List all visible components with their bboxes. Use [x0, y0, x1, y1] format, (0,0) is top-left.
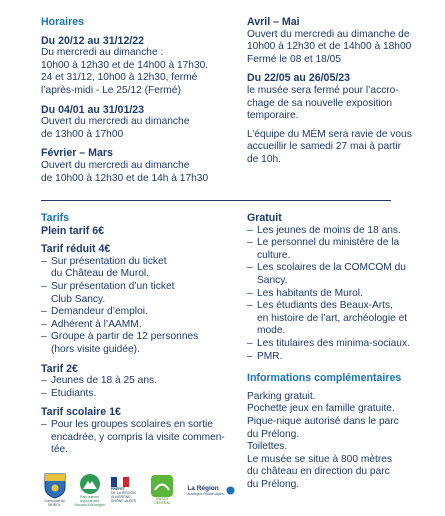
- list-item: – PMR.: [247, 351, 437, 364]
- partner-logos: [41, 470, 241, 510]
- tarif-2-list: [41, 375, 237, 400]
- period-3-dates: Février – Mars: [41, 147, 113, 160]
- list-item: – Pour les groupes scolaires en sortie encadrée, y compris la visite commen- tée.: [41, 419, 237, 457]
- period-2-lines: Ouvert du mercredi au dimanche de 13h00 à 17h00: [41, 116, 190, 140]
- list-item: – Etudiants.: [41, 388, 237, 401]
- section-divider: [41, 200, 391, 201]
- flag-icon: [111, 477, 129, 487]
- gratuit-list: [247, 225, 437, 364]
- horaires-right: [247, 16, 437, 167]
- commune-murol-logo: Commune de MUROL: [41, 473, 68, 507]
- gratuit-section: [247, 212, 437, 491]
- period-5-lines: le musée sera fermé pour l’accro- chage de sa nouvelle exposition temporaire.: [247, 84, 399, 122]
- list-item: – Les titulaires des minima-sociaux.: [247, 338, 437, 351]
- infos-lines: Parking gratuit. Pochette jeux en famille gratuite. Pique-nique autorisé dans le parc du Prélong. Toilettes. Le musée se situe à 800 mètres du château en direction du parc du Prélong.: [247, 390, 399, 490]
- welcome-note: L’équipe du MÉM sera ravie de vous accueillir le samedi 27 mai à partir de 10h.: [247, 128, 412, 165]
- list-item: – Demandeur d’emploi.: [41, 306, 237, 319]
- massif-central-logo: MASSIF CENTRAL: [150, 475, 175, 505]
- list-item: – Jeunes de 18 à 25 ans.: [41, 375, 237, 388]
- massif-icon: [151, 475, 173, 497]
- infos-title: Informations complémentaires: [247, 372, 402, 385]
- tarif-reduit-title: Tarif réduit 4€: [41, 243, 111, 256]
- period-4-lines: Ouvert du mercredi au dimanche de 10h00 à 12h30 et de 14h00 à 18h00 Fermé le 08 et 18/05: [247, 28, 412, 65]
- period-4-dates: Avril – Mai: [247, 16, 300, 28]
- region-logo: La Région Auvergne-Rhône-Alpes: [181, 485, 241, 496]
- period-1-lines: Du mercredi au dimanche : 10h00 à 12h30 et de 14h00 à 17h30. 24 et 31/12, 10h00 à 12h30, fermé l’après-midi - Le 25/12 (Fermé): [41, 47, 209, 96]
- horaires-title: Horaires: [41, 16, 84, 28]
- tarif-scolaire-list: [41, 419, 237, 457]
- prefet-logo: PRÉFET DE LA RÉGION AUVERGNE- RHÔNE-ALPES: [111, 477, 144, 503]
- horaires-left: [41, 16, 237, 185]
- list-item: – Les jeunes de moins de 18 ans.: [247, 225, 437, 238]
- plein-tarif: Plein tarif 6€: [41, 224, 104, 237]
- list-item: – Adhérent à l’AAMM.: [41, 319, 237, 332]
- tarif-reduit-list: [41, 256, 237, 357]
- tarifs-section: [41, 212, 237, 457]
- list-item: – Sur présentation d’un ticket Club Sancy.: [41, 281, 237, 306]
- period-3-lines: Ouvert du mercredi au dimanche de 10h00 à 12h30 et de 14h à 17h30: [41, 159, 209, 184]
- list-item: – Le personnel du ministère de la culture.: [247, 237, 437, 262]
- gratuit-title: Gratuit: [247, 212, 282, 224]
- region-dot-icon: [226, 486, 235, 495]
- list-item: – Les scolaires de la COMCOM du Sancy.: [247, 262, 437, 287]
- tarifs-title: Tarifs: [41, 212, 70, 224]
- list-item: – Groupe à partir de 12 personnes (hors visite guidée).: [41, 331, 237, 356]
- tarif-2-title: Tarif 2€: [41, 362, 78, 375]
- parc-volcans-logo: Parc naturel régional des Volcans d’Auvergne: [74, 473, 105, 507]
- list-item: – Les habitants de Murol.: [247, 288, 437, 301]
- tarif-scolaire-title: Tarif scolaire 1€: [41, 406, 121, 419]
- period-2-dates: Du 04/01 au 31/01/23: [41, 103, 145, 116]
- period-5-dates: Du 22/05 au 26/05/23: [247, 72, 351, 85]
- period-1-dates: Du 20/12 au 31/12/22: [41, 34, 145, 47]
- coat-of-arms-icon: [44, 473, 66, 499]
- list-item: – Les étudiants des Beaux-Arts, en histoire de l’art, archéologie et mode.: [247, 300, 437, 338]
- volcano-icon: [79, 473, 101, 495]
- list-item: – Sur présentation du ticket du Château de Murol.: [41, 256, 237, 281]
